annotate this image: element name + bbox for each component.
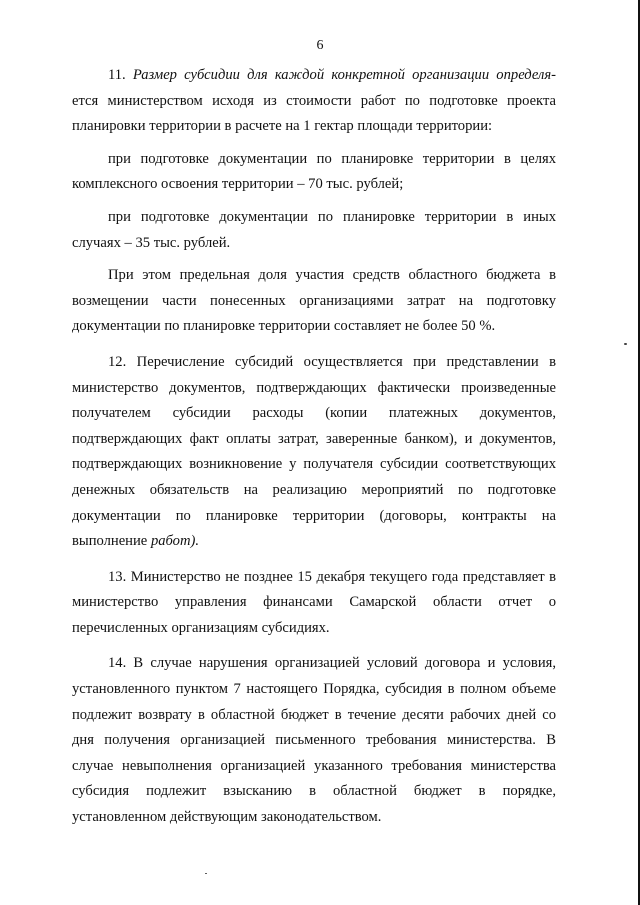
- paragraph-11-text: ется министерством исходя из стоимости работ по подготовке проекта планировки территории в расчете на 1 гектар площади территории:: [72, 92, 556, 135]
- scan-speck-right: [624, 343, 627, 345]
- paragraph-11: [72, 63, 556, 140]
- page-number: 6: [316, 38, 324, 53]
- document-body: [72, 63, 556, 841]
- paragraph-11-italic: Размер субсидии для каждой конкретной организации определя-: [132, 67, 556, 83]
- scan-speck-bottom: [205, 873, 207, 874]
- paragraph-12-text: 12. Перечисление субсидий осуществляется при представлении в министерство документов, подтверждающих фактически произведенные получателем субсидии расходы (копии платежных документов, подтверждающих факт оплаты затрат, заверенные банком), и документов, подтверждающих возникновение у получателя субсидии соответствующих денежных обязательств на реализацию мероприятий по подготовке документации по планировке территории (договоры, контракты на выполнение: [72, 353, 556, 550]
- paragraph-14: 14. В случае нарушения организацией условий договора и условия, установленного пунктом 7 настоящего Порядка, субсидия в полном объеме подлежит возврату в областной бюджет в течение десяти рабочих дней со дня получения организацией письменного требования министерства. В случае невыполнения организацией указанного требования министерства субсидия подлежит взысканию в областной бюджет в порядке, установленном действующим законодательством.: [72, 655, 556, 826]
- paragraph-12: [72, 350, 556, 555]
- paragraph-12-tail: работ).: [150, 533, 200, 550]
- paragraph-11-note: При этом предельная доля участия средств областного бюджета в возмещении части понесенных организациями затрат на подготовку документации по планировке территории составляет не более 50 %.: [72, 267, 556, 335]
- paragraph-11-lead: 11.: [108, 67, 133, 83]
- paragraph-13: 13. Министерство не позднее 15 декабря текущего года представляет в министерство управления финансами Самарской области отчет о перечисленных организациям субсидиях.: [72, 568, 556, 636]
- paragraph-11-item-2: при подготовке документации по планировке территории в иных случаях – 35 тыс. рублей.: [72, 208, 556, 251]
- paragraph-11-item-1: при подготовке документации по планировке территории в целях комплексного освоения территории – 70 тыс. рублей;: [72, 150, 556, 193]
